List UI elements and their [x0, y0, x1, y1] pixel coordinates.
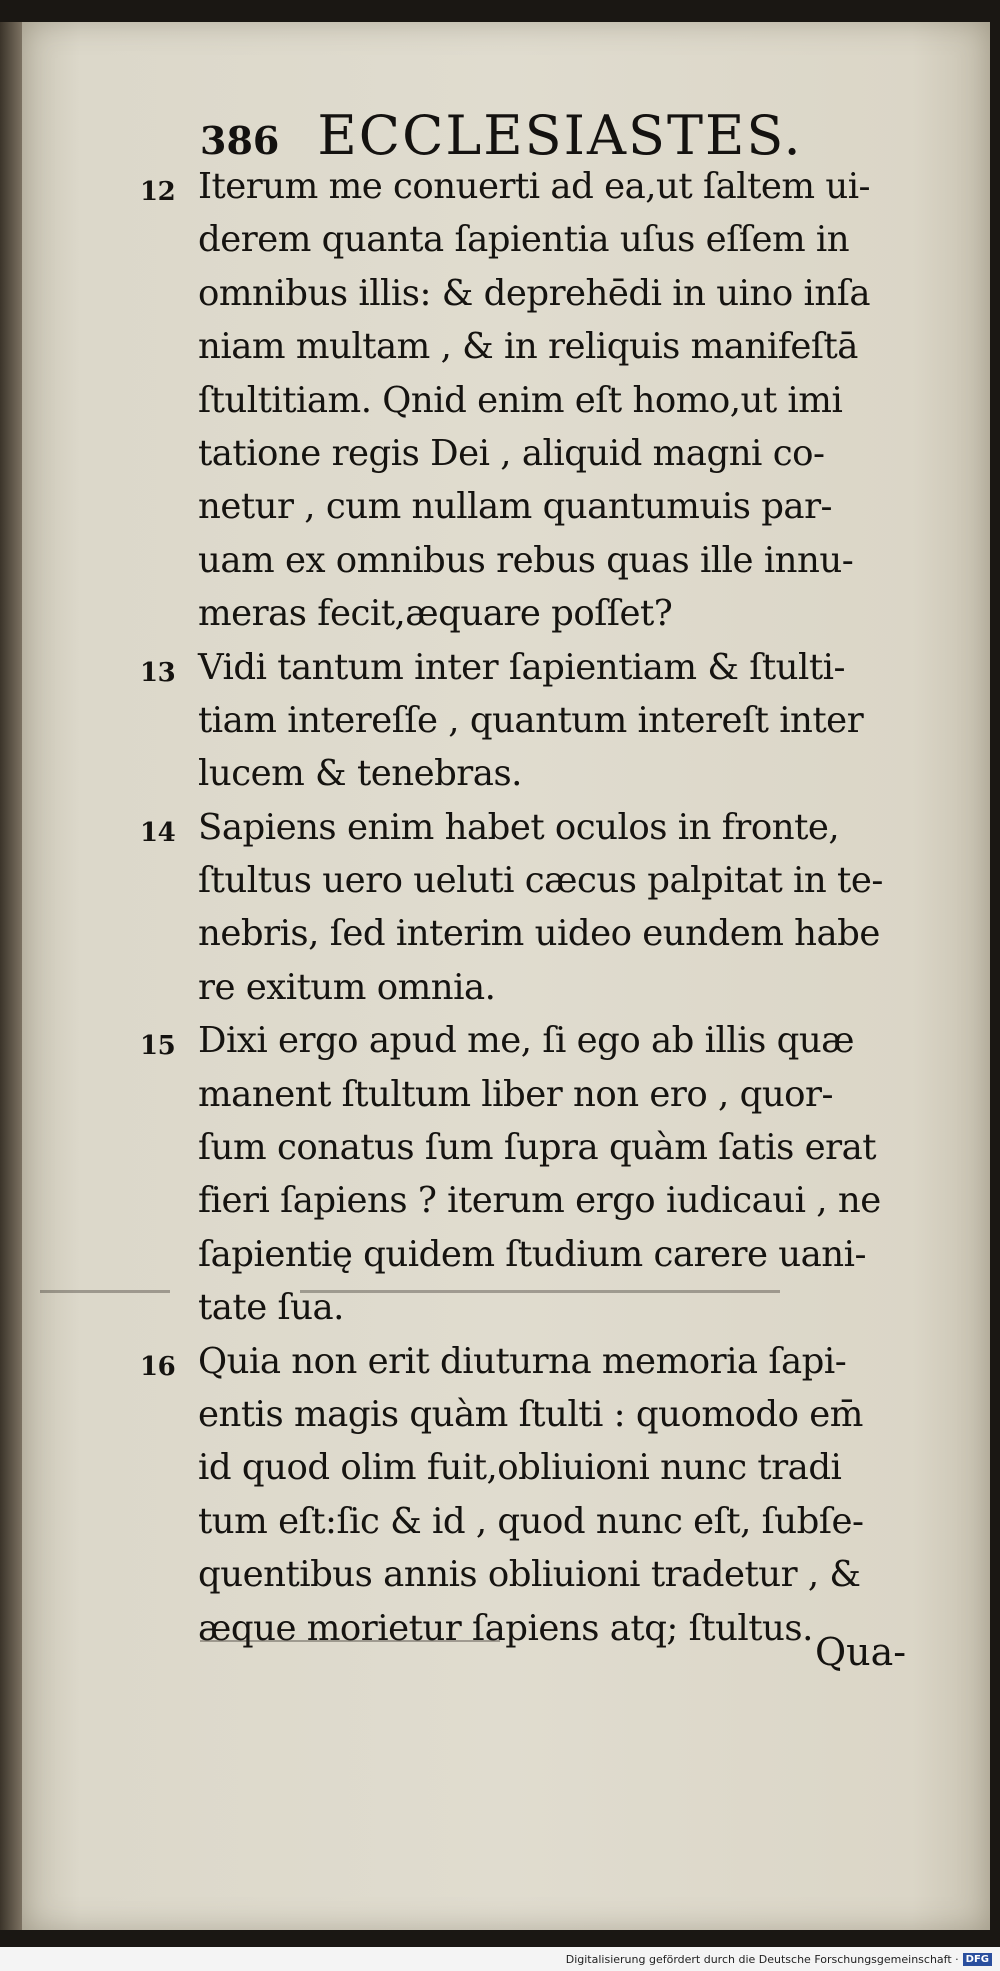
verse-number: 15: [140, 1031, 176, 1062]
verse-line: quentibus annis obliuioni tradetur , &: [198, 1554, 861, 1596]
verse-line: Dixi ergo apud me, ſi ego ab illis quæ: [198, 1020, 855, 1062]
verse-13: [140, 641, 930, 801]
verse-line: ſum conatus ſum ſupra quàm ſatis erat: [198, 1127, 876, 1169]
verse-line: derem quanta ſapientia uſus eſſem in: [198, 219, 850, 261]
digitization-footer: [0, 1947, 1000, 1971]
verse-line: netur , cum nullam quantumuis par-: [198, 486, 833, 528]
verse-line: Sapiens enim habet oculos in fronte,: [198, 806, 840, 848]
dfg-logo: DFG: [963, 1953, 992, 1966]
verse-line: tate ſua.: [198, 1287, 344, 1329]
verse-15: [140, 1014, 930, 1334]
page-number: 386: [200, 118, 280, 163]
verse-body: [140, 160, 930, 1655]
book-title: ECCLESIASTES.: [317, 104, 803, 167]
verse-line: entis magis quàm ſtulti : quomodo em̄: [198, 1393, 863, 1435]
verse-line: Quia non erit diuturna memoria ſapi-: [198, 1340, 847, 1382]
verse-line: tatione regis Dei , aliquid magni co-: [198, 432, 825, 474]
verse-line: æque morietur ſapiens atq; ſtultus.: [198, 1607, 813, 1649]
verse-line: manent ſtultum liber non ero , quor-: [198, 1073, 834, 1115]
catchword: Qua-: [815, 1630, 907, 1674]
verse-line: tiam intereſſe , quantum intereſt inter: [198, 699, 864, 741]
verse-12: [140, 160, 930, 641]
verse-line: niam multam , & in reliquis manifeſtā: [198, 326, 858, 368]
verse-line: nebris, ſed interim uideo eundem habe: [198, 913, 880, 955]
verse-14: [140, 801, 930, 1015]
verse-number: 16: [140, 1351, 176, 1382]
book-spine-edge: [0, 22, 22, 1930]
verse-number: 12: [140, 177, 176, 207]
verse-16: [140, 1335, 930, 1655]
verse-number: 14: [140, 817, 176, 848]
verse-line: Vidi tantum inter ſapientiam & ſtulti-: [198, 646, 845, 688]
verse-line: meras fecit,æquare poſſet?: [198, 593, 673, 635]
verse-line: ſapientię quidem ſtudium carere uani-: [198, 1233, 866, 1275]
verse-line: uam ex omnibus rebus quas ille innu-: [198, 539, 854, 581]
verse-line: ſtultus uero ueluti cæcus palpitat in te-: [198, 860, 883, 902]
funding-credit: Digitalisierung gefördert durch die Deutsche Forschungsgemeinschaft ·: [565, 1952, 959, 1966]
verse-line: tum eſt:ſic & id , quod nunc eſt, ſubſe-: [198, 1500, 864, 1542]
verse-number: 13: [140, 657, 176, 688]
running-head: [200, 104, 900, 167]
ink-smudge: [300, 1290, 780, 1293]
ink-smudge: [200, 1640, 500, 1642]
verse-line: Iterum me conuerti ad ea,ut ſaltem ui-: [198, 166, 871, 207]
verse-line: ſtultitiam. Qnid enim eſt homo,ut imi: [198, 379, 843, 421]
verse-line: id quod olim fuit,obliuioni nunc tradi: [198, 1447, 842, 1489]
verse-line: re exitum omnia.: [198, 966, 496, 1008]
verse-line: omnibus illis: & deprehēdi in uino inſa: [198, 272, 871, 314]
verse-line: lucem & tenebras.: [198, 753, 522, 795]
ink-smudge: [40, 1290, 170, 1293]
verse-line: fieri ſapiens ? iterum ergo iudicaui , ne: [198, 1180, 881, 1222]
